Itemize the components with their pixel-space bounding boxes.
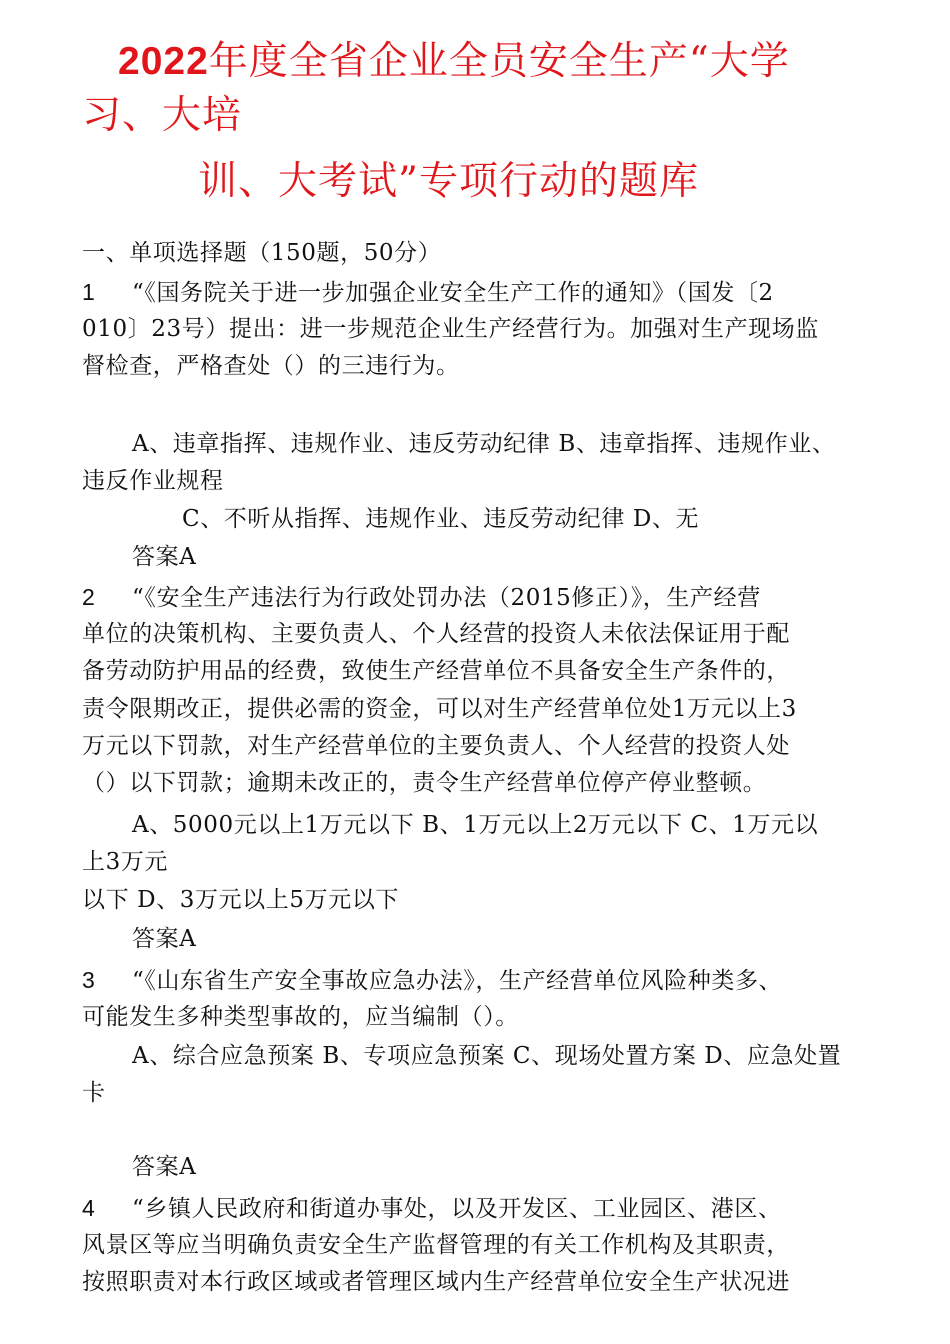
question-number: 3 xyxy=(82,967,96,993)
question-1-line-3: 督检查，严格查处（）的三违行为。 xyxy=(82,353,460,379)
question-2-line-6: （）以下罚款；逾期未改正的，责令生产经营单位停产停业整顿。 xyxy=(82,770,767,796)
question-4-line-1 xyxy=(82,1193,782,1224)
question-number: 1 xyxy=(82,279,96,305)
question-3-option-line-1: A、综合应急预案 B、专项应急预案 C、现场处置方案 D、应急处置 xyxy=(132,1043,842,1069)
question-3-line-1 xyxy=(82,965,782,996)
question-2-option-line-1: A、5000元以上1万元以下 B、1万元以上2万元以下 C、1万元以 xyxy=(132,812,819,838)
question-number: 2 xyxy=(82,584,96,610)
title-line-3: 训、大考试”专项行动的题库 xyxy=(198,159,699,204)
question-2-line-4: 责令限期改正，提供必需的资金，可以对生产经营单位处1万元以上3 xyxy=(82,696,797,722)
question-1-option-line-1: A、违章指挥、违规作业、违反劳动纪律 B、违章指挥、违规作业、 xyxy=(132,431,836,457)
question-3-line-2: 可能发生多种类型事故的，应当编制（）。 xyxy=(82,1004,519,1030)
question-2-line-1 xyxy=(82,582,761,613)
title-line-1 xyxy=(118,40,790,84)
section-heading: 一、单项选择题（150题，50分） xyxy=(82,240,442,266)
question-2-line-3: 备劳动防护用品的经费，致使生产经营单位不具备安全生产条件的， xyxy=(82,658,790,684)
question-3-answer: 答案A xyxy=(132,1154,197,1180)
question-2-line-5: 万元以下罚款，对生产经营单位的主要负责人、个人经营的投资人处 xyxy=(82,733,790,759)
question-1-option-line-3: C、不听从指挥、违规作业、违反劳动纪律 D、无 xyxy=(182,506,700,532)
question-2-option-line-2: 上3万元 xyxy=(82,849,169,875)
question-4-line-3: 按照职责对本行政区域或者管理区域内生产经营单位安全生产状况进 xyxy=(82,1269,790,1295)
question-text: “乡镇人民政府和街道办事处，以及开发区、工业园区、港区、 xyxy=(132,1196,782,1222)
question-1-answer: 答案A xyxy=(132,544,197,570)
question-2-answer: 答案A xyxy=(132,926,197,952)
question-1-line-1 xyxy=(82,277,774,308)
question-1-option-line-2: 违反作业规程 xyxy=(82,468,224,494)
question-text: “《安全生产违法行为行政处罚办法（2015修正）》，生产经营 xyxy=(132,585,761,611)
question-2-line-2: 单位的决策机构、主要负责人、个人经营的投资人未依法保证用于配 xyxy=(82,621,790,647)
question-text: “《国务院关于进一步加强企业安全生产工作的通知》（国发〔2 xyxy=(132,280,774,306)
title-line-1-text: 年度全省企业全员安全生产“大学 xyxy=(208,39,790,84)
question-3-option-line-2: 卡 xyxy=(82,1080,106,1106)
question-4-line-2: 风景区等应当明确负责安全生产监督管理的有关工作机构及其职责， xyxy=(82,1232,790,1258)
question-text: “《山东省生产安全事故应急办法》，生产经营单位风险种类多、 xyxy=(132,968,783,994)
title-year: 2022 xyxy=(118,40,209,83)
title-line-2: 习、大培 xyxy=(82,93,243,138)
question-1-line-2: 010〕23号）提出：进一步规范企业生产经营行为。加强对生产现场监 xyxy=(82,316,819,342)
question-2-option-line-3: 以下 D、3万元以上5万元以下 xyxy=(82,887,400,913)
question-number: 4 xyxy=(82,1195,96,1221)
